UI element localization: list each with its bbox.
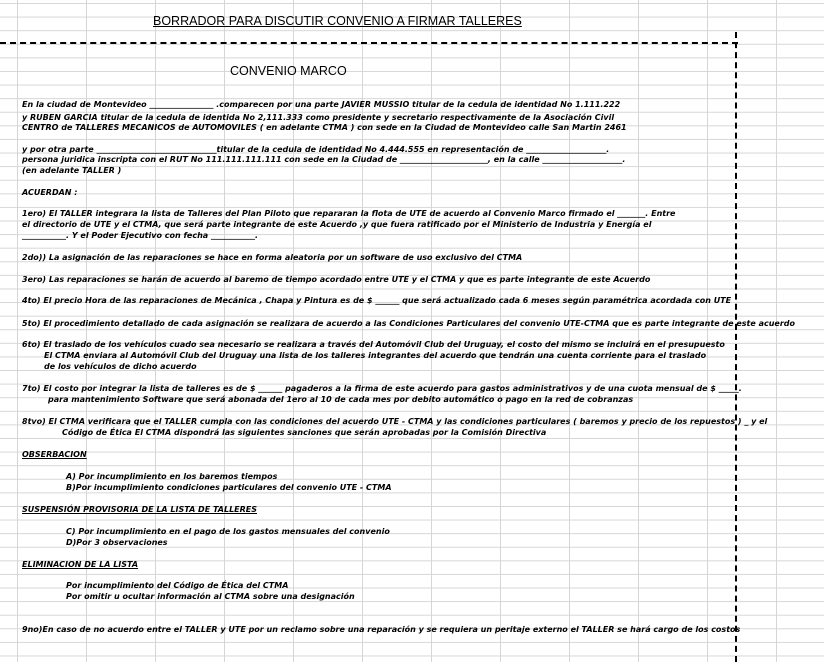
eliminacion-item-1: Por incumplimiento del Código de Ética del CTMA [66,581,289,590]
clause-1-line-1: 1ero) El TALLER integrara la lista de Talleres del Plan Piloto que repararan la flota de UTE de acuerdo al Convenio Marco firmado el _______. Entre [22,209,676,218]
clause-4: 4to) El precio Hora de las reparaciones de Mecánica , Chapa y Pintura es de $ ______ que será actualizado cada 6 meses según paramétrica acordada con UTE [22,296,732,305]
suspension-item-c: C) Por incumplimiento en el pago de los gastos mensuales del convenio [66,527,390,536]
clause-6-line-1: 6to) El traslado de los vehículos cuado sea necesario se realizara a través del Automóvil Club del Uruguay, el costo del mismo se incluirá en el presupuesto [22,340,725,349]
party-line-2: persona juridica inscripta con el RUT No 111.111.111.111 con sede en la Ciudad de ______________________, en la calle ____________________. [22,155,626,164]
party-line-1: y por otra parte ______________________________titular de la cedula de identidad No 4.444.555 en representación de ____________________. [22,145,610,154]
section-suspension: SUSPENSIÓN PROVISORIA DE LA LISTA DE TALLERES [22,505,258,514]
dashed-border-top [0,42,738,44]
clause-7-line-2: para mantenimiento Software que será abonada del 1ero al 10 de cada mes por debito automático o pago en la red de cobranzas [48,395,634,404]
clause-8-line-1: 8tvo) El CTMA verificara que el TALLER cumpla con las condiciones del acuerdo UTE - CTMA y las condiciones particulares ( baremos y precio de los repuestos ) _ y el [22,417,768,426]
clause-5: 5to) El procedimiento detallado de cada asignación se realizara de acuerdo a las Condiciones Particulares del convenio UTE-CTMA que es parte integrante de este acuerdo [22,319,796,328]
clause-6-line-2: El CTMA enviara al Automóvil Club del Uruguay una lista de los talleres integrantes del acuerdo que tendrán una cuenta corriente para el traslado [44,351,707,360]
observacion-item-b: B)Por incumplimiento condiciones particulares del convenio UTE - CTMA [66,483,392,492]
suspension-item-d: D)Por 3 observaciones [66,538,168,547]
eliminacion-item-2: Por omitir u ocultar información al CTMA sobre una designación [66,592,355,601]
acuerdan-heading: ACUERDAN : [22,188,78,197]
intro-line-3: CENTRO de TALLERES MECANICOS de AUTOMOVILES ( en adelante CTMA ) con sede en la Ciudad de Montevideo calle San Martin 2461 [22,123,627,132]
party-line-3: (en adelante TALLER ) [22,166,122,175]
clause-2: 2do)) La asignación de las reparaciones se hace en forma aleatoria por un software de uso exclusivo del CTMA [22,253,523,262]
clause-7-line-1: 7to) El costo por integrar la lista de talleres es de $ ______ pagaderos a la firma de este acuerdo para gastos administrativos y de una cuota mensual de $ _____. [22,384,742,393]
document-title: BORRADOR PARA DISCUTIR CONVENIO A FIRMAR TALLERES [153,14,522,28]
intro-line-2: y RUBEN GARCIA titular de la cedula de identida No 2,111.333 como presidente y secretario respectivamente de la Asociación Civil [22,113,615,122]
document-subtitle: CONVENIO MARCO [230,64,347,78]
clause-8-line-2: Código de Ética El CTMA dispondrá las siguientes sanciones que serán aprobadas por la Comisión Directiva [62,428,547,437]
intro-line-1: En la ciudad de Montevideo ________________ .comparecen por una parte JAVIER MUSSIO titular de la cedula de identidad No 1.111.222 [22,100,621,109]
observacion-item-a: A) Por incumplimiento en los baremos tiempos [66,472,278,481]
section-eliminacion: ELIMINACION DE LA LISTA [22,560,139,569]
section-observacion: OBSERBACION [22,450,87,459]
clause-9: 9no)En caso de no acuerdo entre el TALLER y UTE por un reclamo sobre una reparación y se requiera un peritaje externo el TALLER se hará cargo de los costos [22,625,741,634]
clause-3: 3ero) Las reparaciones se harán de acuerdo al baremo de tiempo acordado entre UTE y el CTMA y que es parte integrante de este Acuerdo [22,275,651,284]
clause-1-line-3: ___________. Y el Poder Ejecutivo con fecha ___________. [22,231,259,240]
dashed-border-right [735,32,737,662]
clause-1-line-2: el directorio de UTE y el CTMA, que será parte integrante de este Acuerdo ,y que fuera ratificado por el Ministerio de Industria y Energía el [22,220,652,229]
clause-6-line-3: de los vehículos de dicho acuerdo [44,362,197,371]
